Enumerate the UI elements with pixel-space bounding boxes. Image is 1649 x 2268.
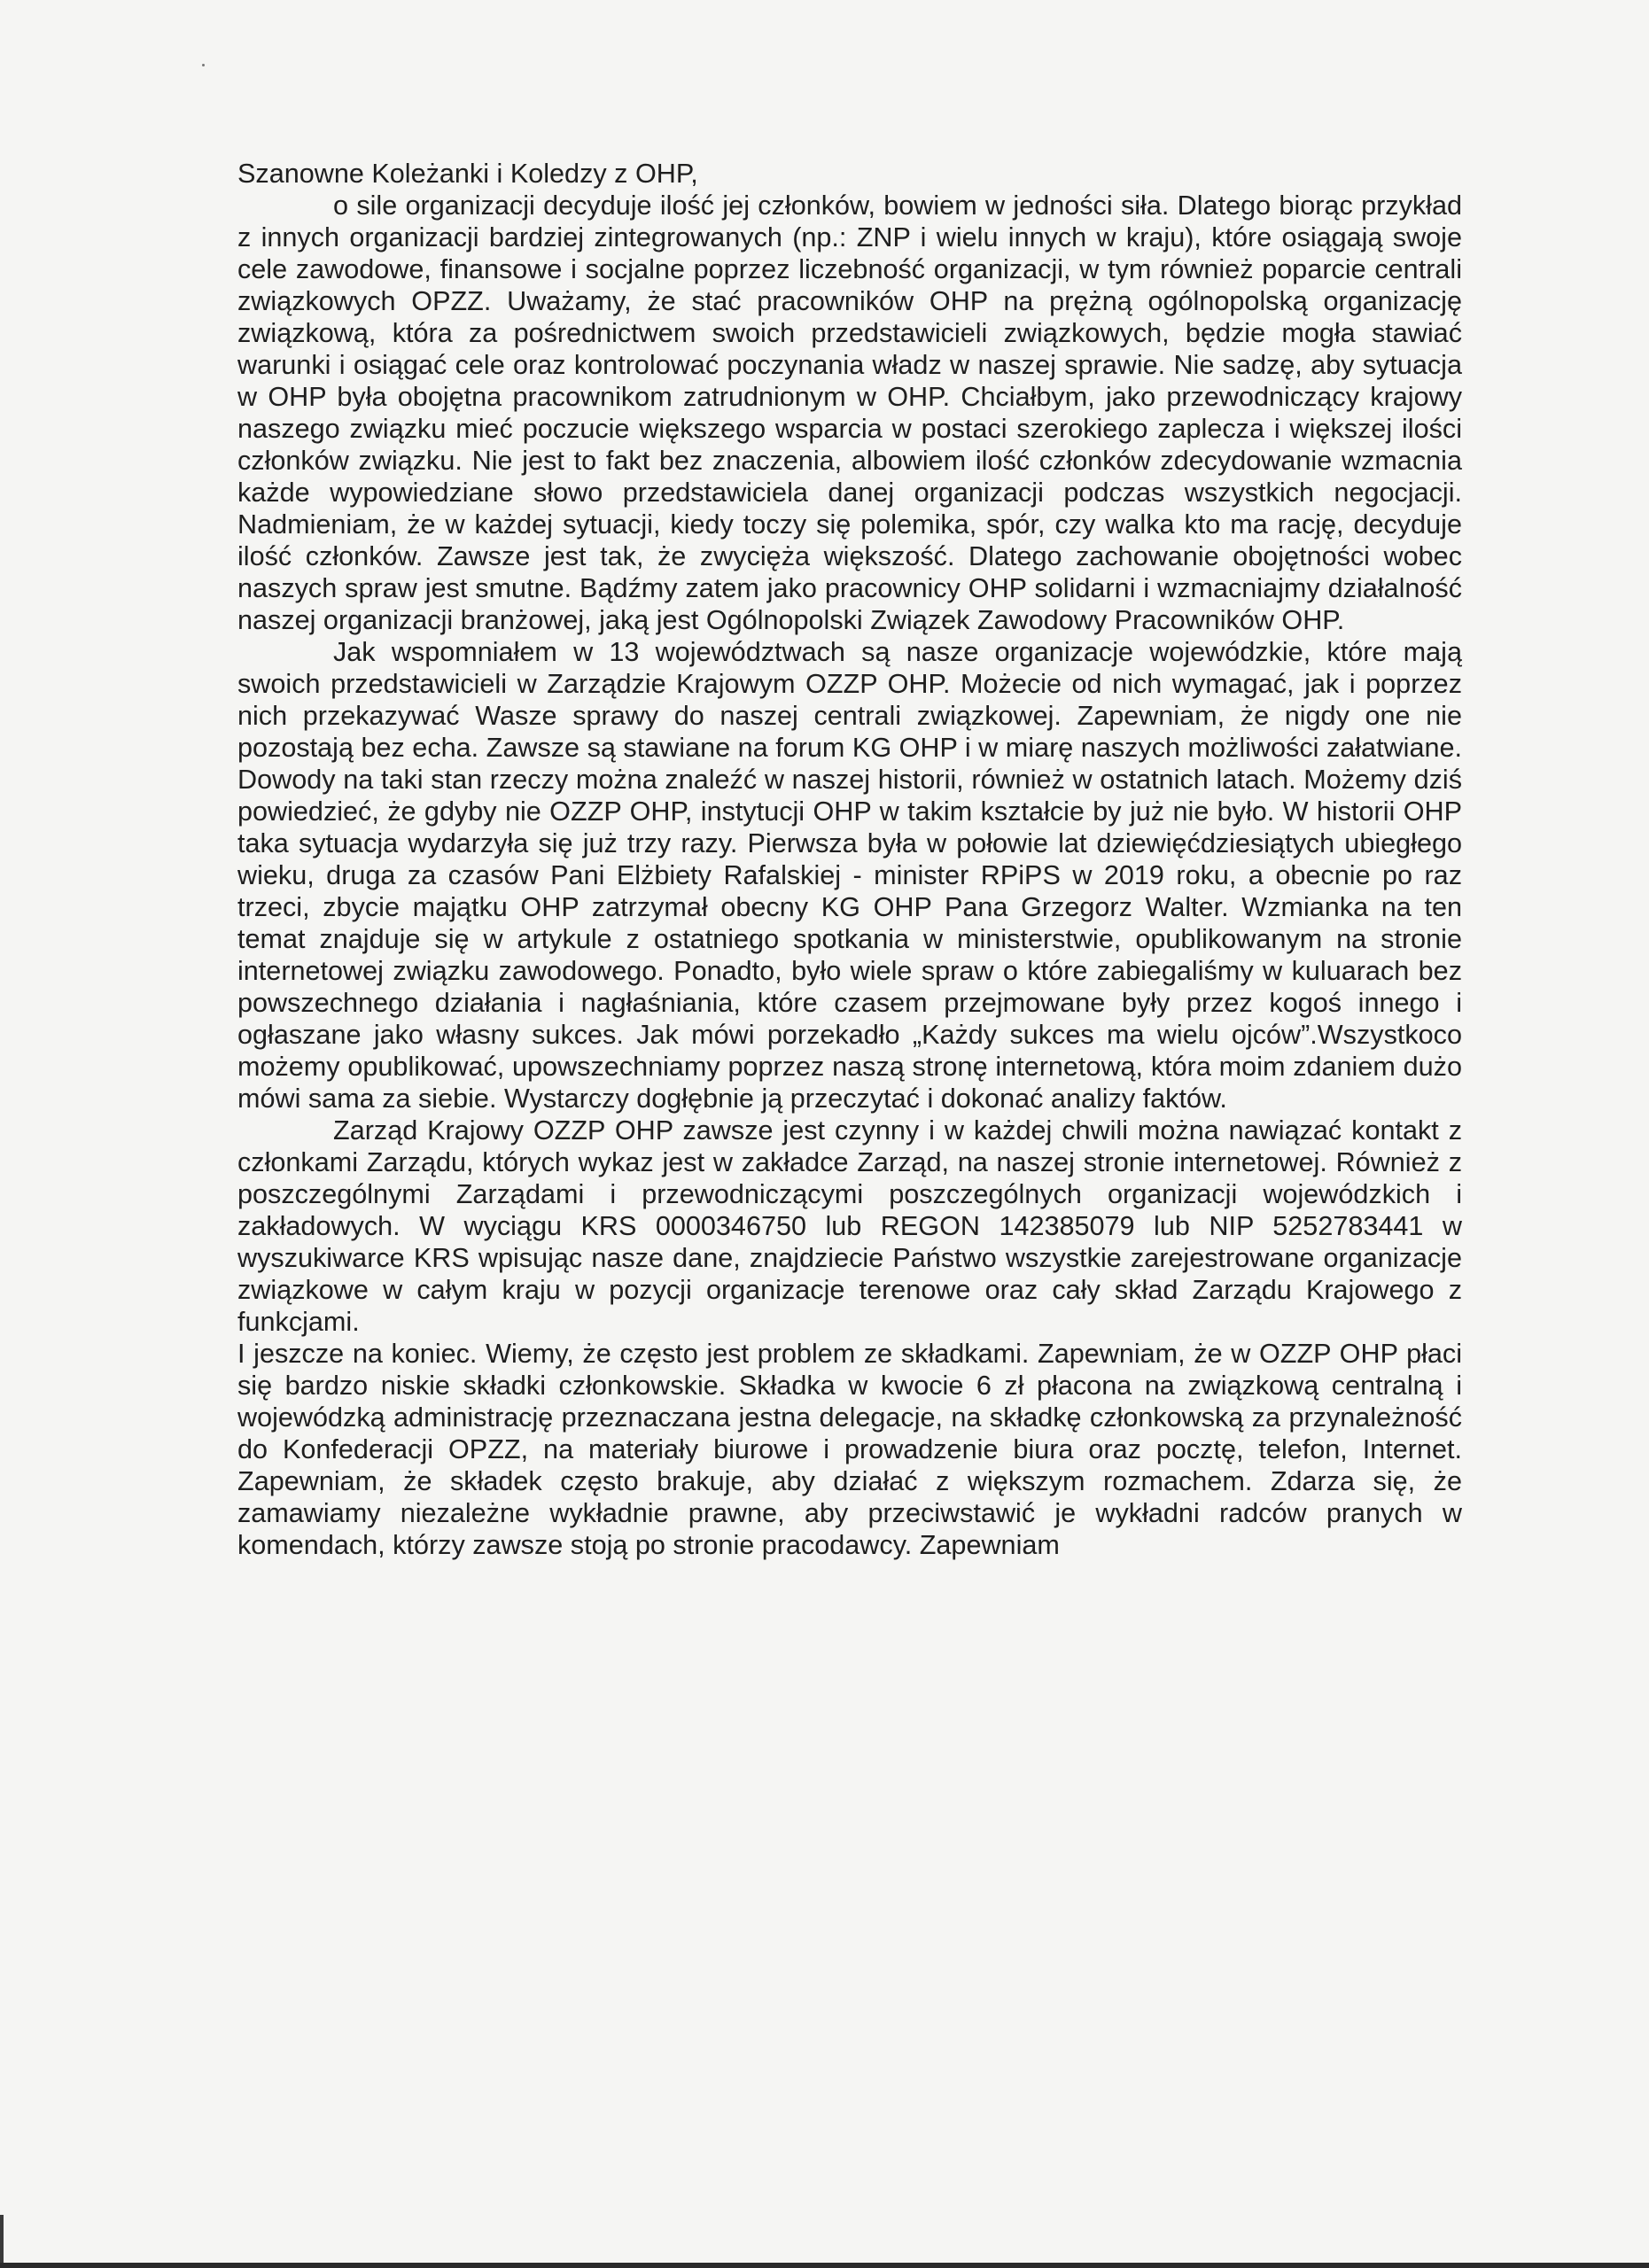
- scan-edge-left: [0, 2215, 4, 2268]
- letter-body: [237, 158, 1462, 1561]
- paragraph-membership-fees: I jeszcze na koniec. Wiemy, że często jest problem ze składkami. Zapewniam, że w OZZP OHP płaci się bardzo niskie składki członkowskie. Składka w kwocie 6 zł płacona na związkową centralną i wojewódzką administrację przeznaczana jestna delegacje, na składkę członkowską za przynależność do Konfederacji OPZZ, na materiały biurowe i prowadzenie biura oraz pocztę, telefon, Internet. Zapewniam, że składek często brakuje, aby działać z większym rozmachem. Zdarza się, że zamawiamy niezależne wykładnie prawne, aby przeciwstawić je wykładni radców pranych w komendach, którzy zawsze stoją po stronie pracodawcy. Zapewniam: [237, 1339, 1462, 1560]
- paragraph-membership-strength: o sile organizacji decyduje ilość jej członków, bowiem w jedności siła. Dlatego biorąc przykład z innych organizacji bardziej zintegrowanych (np.: ZNP i wielu innych w kraju), które osiągają swoje cele zawodowe, finansowe i socjalne poprzez liczebność organizacji, w tym również poparcie centrali związkowych OPZZ. Uważamy, że stać pracowników OHP na prężną ogólnopolską organizację związkową, która za pośrednictwem swoich przedstawicieli związkowych, będzie mogła stawiać warunki i osiągać cele oraz kontrolować poczynania władz w naszej sprawie. Nie sadzę, aby sytuacja w OHP była obojętna pracownikom zatrudnionym w OHP. Chciałbym, jako przewodniczący krajowy naszego związku mieć poczucie większego wsparcia w postaci szerokiego zaplecza i większej ilości członków związku. Nie jest to fakt bez znaczenia, albowiem ilość członków zdecydowanie wzmacnia każde wypowiedziane słowo przedstawiciela danej organizacji podczas wszystkich negocjacji. Nadmieniam, że w każdej sytuacji, kiedy toczy się polemika, spór, czy walka kto ma rację, decyduje ilość członków. Zawsze jest tak, że zwycięża większość. Dlatego zachowanie obojętności wobec naszych spraw jest smutne. Bądźmy zatem jako pracownicy OHP solidarni i wzmacniajmy działalność naszej organizacji branżowej, jaką jest Ogólnopolski Związek Zawodowy Pracowników OHP.: [237, 190, 1462, 635]
- paragraph-regional-organizations: Jak wspomniałem w 13 województwach są nasze organizacje wojewódzkie, które mają swoich przedstawicieli w Zarządzie Krajowym OZZP OHP. Możecie od nich wymagać, jak i poprzez nich przekazywać Wasze sprawy do naszej centrali związkowej. Zapewniam, że nigdy one nie pozostają bez echa. Zawsze są stawiane na forum KG OHP i w miarę naszych możliwości załatwiane. Dowody na taki stan rzeczy można znaleźć w naszej historii, również w ostatnich latach. Możemy dziś powiedzieć, że gdyby nie OZZP OHP, instytucji OHP w takim kształcie by już nie było. W historii OHP taka sytuacja wydarzyła się już trzy razy. Pierwsza była w połowie lat dziewięćdziesiątych ubiegłego wieku, druga za czasów Pani Elżbiety Rafalskiej - minister RPiPS w 2019 roku, a obecnie po raz trzeci, zbycie majątku OHP zatrzymał obecny KG OHP Pana Grzegorz Walter. Wzmianka na ten temat znajduje się w artykule z ostatniego spotkania w ministerstwie, opublikowanym na stronie internetowej związku zawodowego. Ponadto, było wiele spraw o które zabiegaliśmy w kuluarach bez powszechnego działania i nagłaśniania, które czasem przejmowane były przez kogoś innego i ogłaszane jako własny sukces. Jak mówi porzekadło „Każdy sukces ma wielu ojców”.Wszystkoco możemy opublikować, upowszechniamy poprzez naszą stronę internetową, która moim zdaniem dużo mówi sama za siebie. Wystarczy dogłębnie ją przeczytać i dokonać analizy faktów.: [237, 637, 1462, 1114]
- scan-edge-bottom: [0, 2263, 1649, 2268]
- paragraph-national-board-contact: Zarząd Krajowy OZZP OHP zawsze jest czynny i w każdej chwili można nawiązać kontakt z członkami Zarządu, których wykaz jest w zakładce Zarząd, na naszej stronie internetowej. Również z poszczególnymi Zarządami i przewodniczącymi poszczególnych organizacji wojewódzkich i zakładowych. W wyciągu KRS 0000346750 lub REGON 142385079 lub NIP 5252783441 w wyszukiwarce KRS wpisując nasze dane, znajdziecie Państwo wszystkie zarejestrowane organizacje związkowe w całym kraju w pozycji organizacje terenowe oraz cały skład Zarządu Krajowego z funkcjami.: [237, 1115, 1462, 1337]
- letter-salutation: Szanowne Koleżanki i Koledzy z OHP,: [237, 159, 698, 189]
- scan-speck: [202, 64, 205, 66]
